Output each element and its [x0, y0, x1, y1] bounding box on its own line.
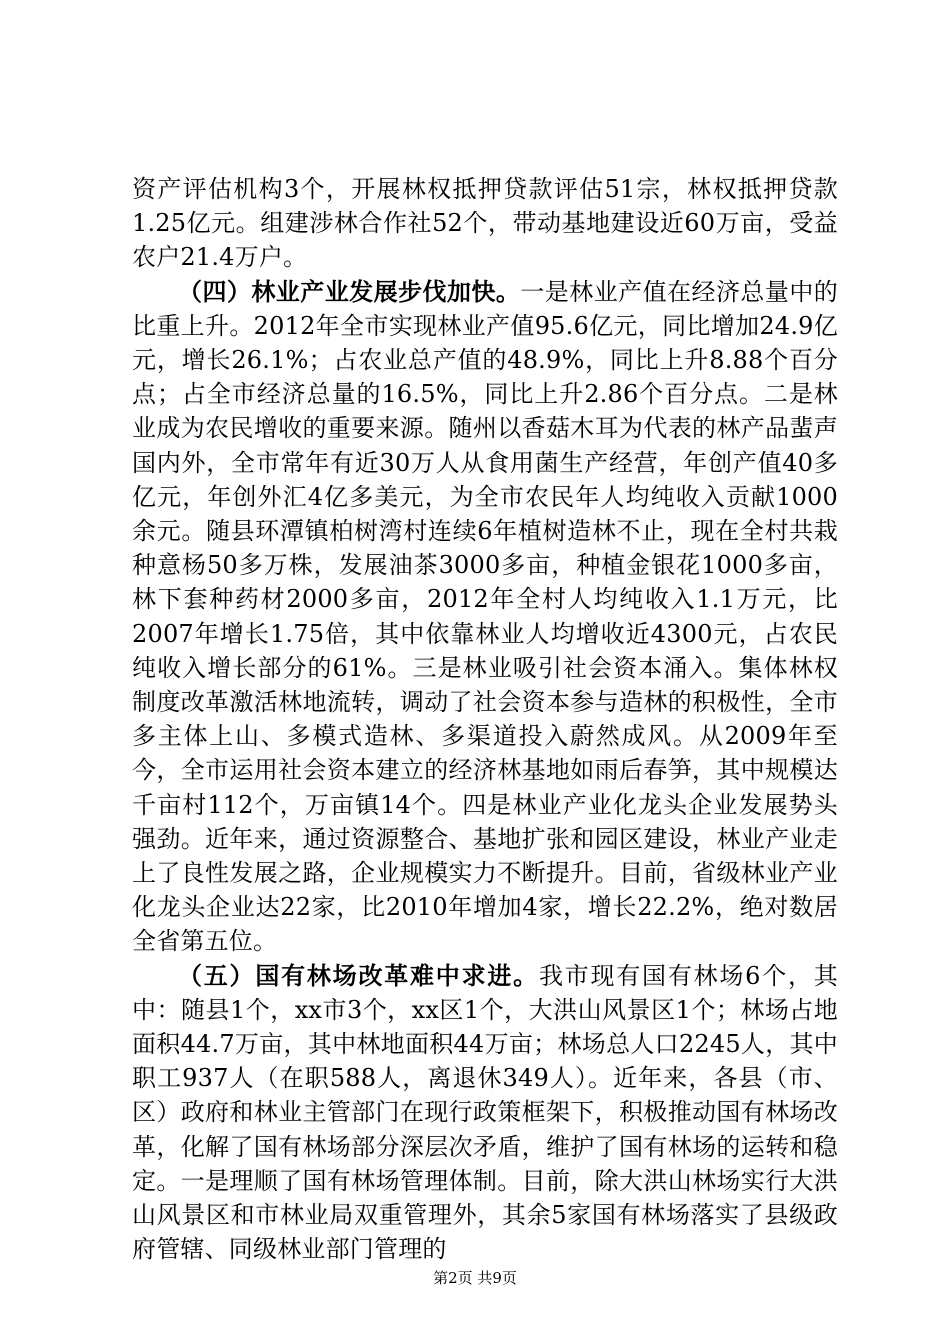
paragraph-1-text: 资产评估机构3个，开展林权抵押贷款评估51宗，林权抵押贷款1.25亿元。组建涉林合作社52个，带动基地建设近60万亩，受益农户21.4万户。 — [132, 175, 838, 272]
paragraph-3 — [132, 959, 838, 1267]
page-footer — [0, 1268, 950, 1288]
section-heading-5: （五）国有林场改革难中求进。 — [178, 960, 539, 990]
paragraph-2 — [132, 275, 838, 959]
paragraph-3-text: 我市现有国有林场6个，其中：随县1个，xx市3个，xx区1个，大洪山风景区1个；林场占地面积44.7万亩，其中林地面积44万亩；林场总人口2245人，其中职工937人（在职588人，离退休349人）。近年来，各县（市、区）政府和林业主管部门在现行政策框架下，积极推动国有林场改革，化解了国有林场部分深层次矛盾，维护了国有林场的运转和稳定。一是理顺了国有林场管理体制。目前，除大洪山林场实行大洪山风景区和市林业局双重管理外，其余5家国有林场落实了县级政府管辖、同级林业部门管理的 — [132, 961, 838, 1264]
section-heading-4: （四）林业产业发展步伐加快。 — [178, 276, 521, 306]
page-number: 第2页 共9页 — [433, 1269, 517, 1287]
document-body — [132, 172, 838, 1267]
paragraph-2-text: 一是林业产值在经济总量中的比重上升。2012年全市实现林业产值95.6亿元，同比增加24.9亿元，增长26.1%；占农业总产值的48.9%，同比上升8.88个百分点；占全市经济总量的16.5%，同比上升2.86个百分点。二是林业成为农民增收的重要来源。随州以香菇木耳为代表的林产品蜚声国内外，全市常年有近30万人从食用菌生产经营，年创产值40多亿元，年创外汇4亿多美元，为全市农民年人均纯收入贡献1000余元。随县环潭镇柏树湾村连续6年植树造林不止，现在全村共栽种意杨50多万株，发展油茶3000多亩，种植金银花1000多亩，林下套种药材2000多亩，2012年全村人均纯收入1.1万元，比2007年增长1.75倍，其中依靠林业人均增收近4300元，占农民纯收入增长部分的61%。三是林业吸引社会资本涌入。集体林权制度改革激活林地流转，调动了社会资本参与造林的积极性，全市多主体上山、多模式造林、多渠道投入蔚然成风。从2009年至今，全市运用社会资本建立的经济林基地如雨后春笋，其中规模达千亩村112个，万亩镇14个。四是林业产业化龙头企业发展势头强劲。近年来，通过资源整合、基地扩张和园区建设，林业产业走上了良性发展之路，企业规模实力不断提升。目前，省级林业产业化龙头企业达22家，比2010年增加4家，增长22.2%，绝对数居全省第五位。 — [132, 277, 838, 956]
paragraph-1 — [132, 172, 838, 275]
